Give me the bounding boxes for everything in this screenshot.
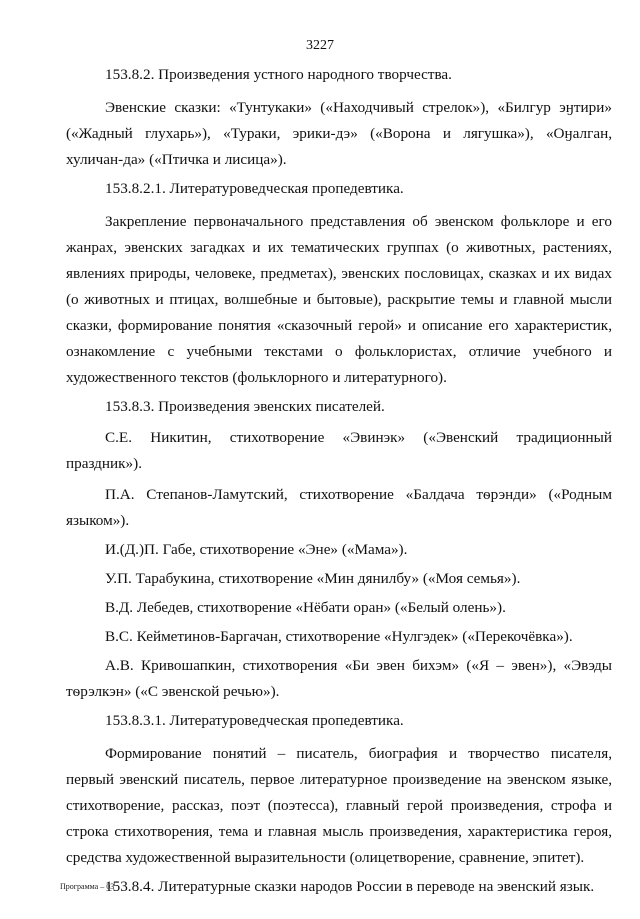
section-heading: 153.8.4. Литературные сказки народов России в переводе на эвенский язык. <box>105 878 595 895</box>
section-heading: 153.8.2.1. Литературоведческая пропедевтика. <box>105 180 404 197</box>
document-body <box>66 62 612 900</box>
paragraph: Формирование понятий – писатель, биография и творчество писателя, первый эвенский писатель, первое литературное произведение на эвенском языке, стихотворение, рассказ, поэт (поэтесса), главный герой произведения, строфа и строка стихотворения, тема и главная мысль произведения, характеристика героя, средства художественной выразительности (олицетворение, сравнение, эпитет). <box>66 745 612 866</box>
footer-label: Программа – 03 <box>60 882 115 891</box>
page-number: 3227 <box>306 38 334 53</box>
paragraph: И.(Д.)П. Габе, стихотворение «Эне» («Мама»). <box>105 541 408 558</box>
paragraph: Закрепление первоначального представления об эвенском фольклоре и его жанрах, эвенских загадках и их тематических группах (о животных, растениях, явлениях природы, человеке, предметах), эвенских пословицах, сказках и их видах (о животных и птицах, волшебные и бытовые), раскрытие темы и главной мысли сказки, формирование понятия «сказочный герой» и описание его характеристик, ознакомление с учебными текстами о фольклористах, отличие учебного и художественного текстов (фольклорного и литературного). <box>66 213 612 386</box>
paragraph: Эвенские сказки: «Тунтукаки» («Находчивый стрелок»), «Билгур эӈтири» («Жадный глухарь»), «Тураки, эрики-дэ» («Ворона и лягушка»), «Оӈалган, хуличан-да» («Птичка и лисица»). <box>66 99 612 168</box>
section-heading: 153.8.2. Произведения устного народного творчества. <box>105 66 452 83</box>
paragraph: В.Д. Лебедев, стихотворение «Нёбати оран» («Белый олень»). <box>105 599 506 616</box>
paragraph: В.С. Кейметинов-Баргачан, стихотворение «Нулгэдек» («Перекочёвка»). <box>105 628 573 645</box>
section-heading: 153.8.3.1. Литературоведческая пропедевтика. <box>105 712 404 729</box>
paragraph: С.Е. Никитин, стихотворение «Эвинэк» («Эвенский традиционный праздник»). <box>66 429 612 472</box>
paragraph: У.П. Тарабукина, стихотворение «Мин дянилбу» («Моя семья»). <box>105 570 521 587</box>
paragraph: П.А. Степанов-Ламутский, стихотворение «Балдача тѳрэнди» («Родным языком»). <box>66 486 612 529</box>
paragraph: А.В. Кривошапкин, стихотворения «Би эвен бихэм» («Я – эвен»), «Эвэды тѳрэлкэн» («С эвенской речью»). <box>66 657 612 700</box>
section-heading: 153.8.3. Произведения эвенских писателей. <box>105 398 385 415</box>
